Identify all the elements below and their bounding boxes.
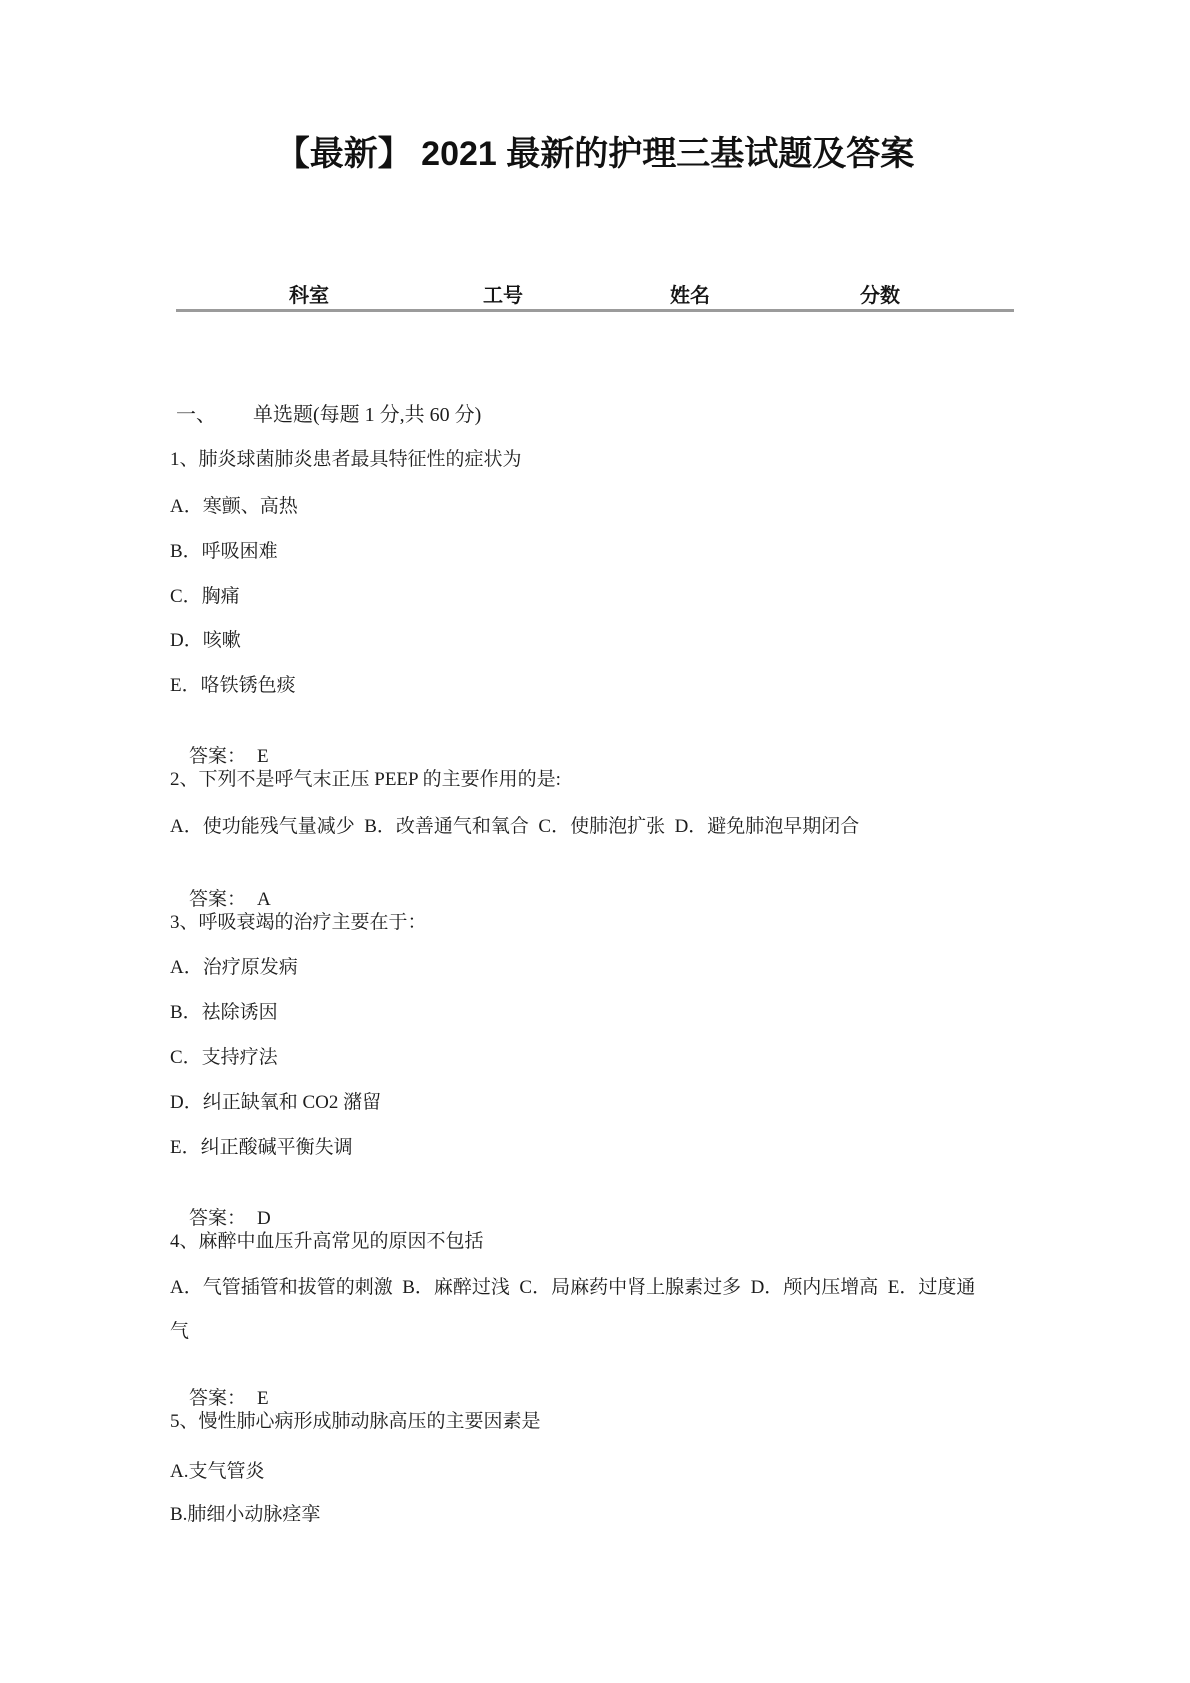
reg-field-department: 科室 — [289, 285, 329, 307]
question-5-stem: 5、慢性肺心病形成肺动脉高压的主要因素是 — [170, 1411, 541, 1432]
answer-value: E — [257, 746, 269, 767]
question-4-options-line1: A．气管插管和拔管的刺激 B．麻醉过浅 C．局麻药中肾上腺素过多 D．颅内压增高 E．过度通 — [170, 1277, 976, 1298]
question-3-option-d: D．纠正缺氧和 CO2 潴留 — [170, 1092, 382, 1113]
section-title: 单选题(每题 1 分,共 60 分) — [253, 404, 482, 426]
answer-value: A — [257, 889, 271, 910]
answer-label: 答案： — [189, 889, 247, 910]
section-heading — [176, 402, 481, 429]
answer-value: D — [257, 1208, 271, 1229]
question-3-option-b: B．祛除诱因 — [170, 1002, 278, 1023]
section-marker: 一、 — [176, 404, 216, 426]
page-title: 【最新】 2021 最新的护理三基试题及答案 — [275, 135, 915, 173]
question-4-stem: 4、麻醉中血压升高常见的原因不包括 — [170, 1231, 484, 1252]
question-1-option-c: C．胸痛 — [170, 586, 240, 607]
reg-field-score: 分数 — [860, 285, 900, 307]
question-3-option-e: E．纠正酸碱平衡失调 — [170, 1137, 353, 1158]
registration-table-rule — [176, 309, 1014, 312]
question-2-stem: 2、下列不是呼气末正压 PEEP 的主要作用的是: — [170, 769, 561, 790]
answer-label: 答案： — [189, 1388, 247, 1409]
question-4-options-line2: 气 — [170, 1321, 190, 1342]
question-3-stem: 3、呼吸衰竭的治疗主要在于： — [170, 912, 427, 933]
question-1-option-d: D．咳嗽 — [170, 630, 241, 651]
question-1-stem: 1、肺炎球菌肺炎患者最具特征性的症状为 — [170, 449, 522, 470]
question-3-option-a: A．治疗原发病 — [170, 957, 298, 978]
answer-value: E — [257, 1388, 269, 1409]
question-2-options: A．使功能残气量减少 B．改善通气和氧合 C．使肺泡扩张 D．避免肺泡早期闭合 — [170, 816, 860, 837]
reg-field-employee-id: 工号 — [483, 285, 523, 307]
question-5-option-a: A.支气管炎 — [170, 1461, 265, 1482]
question-5-option-b: B.肺细小动脉痉挛 — [170, 1504, 321, 1525]
reg-field-name: 姓名 — [670, 285, 710, 307]
question-1-option-a: A．寒颤、高热 — [170, 496, 298, 517]
answer-label: 答案： — [189, 746, 247, 767]
question-1-option-e: E．咯铁锈色痰 — [170, 675, 296, 696]
answer-label: 答案： — [189, 1208, 247, 1229]
question-3-option-c: C．支持疗法 — [170, 1047, 278, 1068]
question-1-option-b: B．呼吸困难 — [170, 541, 278, 562]
